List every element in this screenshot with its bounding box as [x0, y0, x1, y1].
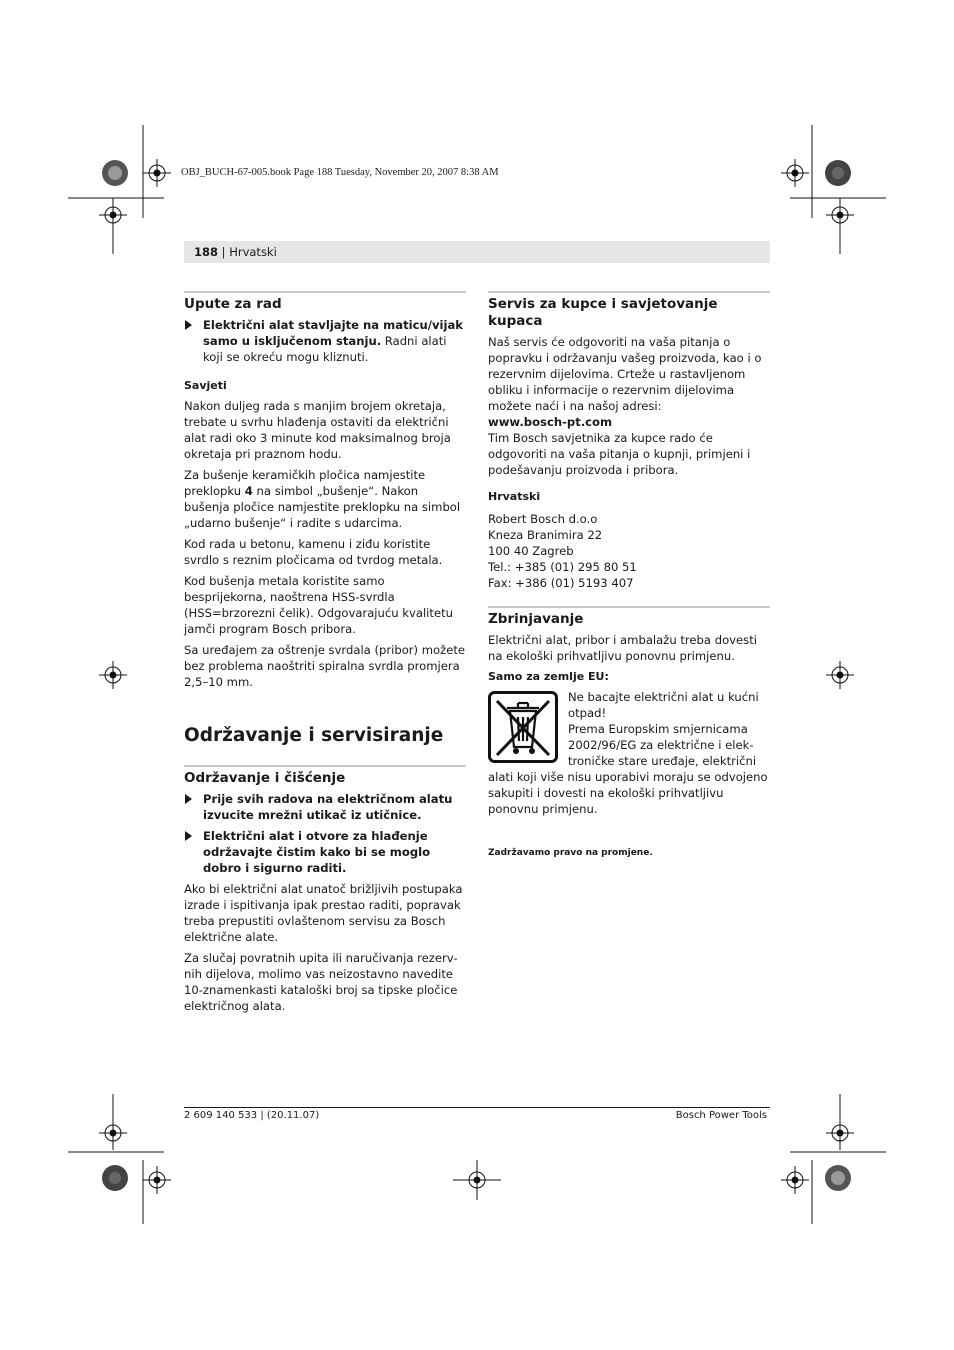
heading-odrzavanje-i-ciscenje: Održavanje i čišćenje: [184, 770, 346, 786]
list-item: Električni alat i otvore za hlađenje održavajte čistim kako bi se moglo dobro i sigurno raditi.: [184, 828, 466, 876]
list-item: Prije svih radova na električnom alatu izvucite mrežni utikač iz utičnice.: [184, 791, 466, 823]
section-rule: [184, 291, 466, 293]
crossed-out-wheelie-bin-icon: [488, 691, 558, 763]
registration-mark-icon: [143, 159, 171, 187]
paragraph: Električni alat, pribor i ambalažu treba dovesti na ekološki prihvatljivu ponovnu primjenu.: [488, 633, 757, 663]
paragraph: Kod bušenja metala koristite samo besprijekorna, naoštrena HSS-svrdla (HSS=brzorezni čelik). Odgovarajuću kvalitetu jamči program Bosch pribora.: [184, 574, 453, 636]
right-column: [488, 291, 770, 861]
section-rule: [488, 606, 770, 608]
list-item: Električni alat stavljajte na maticu/vijak samo u isključenom stanju. Radni alati koji se okreću mogu kliznuti.: [184, 317, 466, 365]
registration-mark-icon: [781, 1166, 809, 1194]
registration-mark-icon: [453, 1160, 501, 1200]
triangle-bullet-icon: [185, 794, 192, 804]
registration-mark-icon: [826, 661, 854, 689]
website-url: www.bosch-pt.com: [488, 415, 613, 429]
footer-rule: [184, 1107, 770, 1108]
footer-doc-number: 2 609 140 533 | (20.11.07): [184, 1110, 320, 1121]
page-number: 188: [194, 245, 219, 259]
triangle-bullet-icon: [185, 831, 192, 841]
running-header: [184, 241, 770, 263]
paragraph: Ne bacajte električni alat u kućni otpad! Prema Europskim smjernicama 2002/96/EG za električne i elek-troničke stare uređaje, električni alati koji više nisu uporabivi moraju se odvojeno sakupiti i dovesti na ekološki prihvatljivu ponovnu primjenu.: [488, 690, 768, 816]
heading-hrvatski: Hrvatski: [488, 490, 541, 503]
paragraph: Za slučaj povratnih upita ili naručivanja rezerv-nih dijelova, molimo vas neizostavno navedite 10-znamenkasti kataloški broj sa tipske pločice električnog alata.: [184, 951, 458, 1013]
registration-mark-icon: [826, 1119, 854, 1147]
print-slug: OBJ_BUCH-67-005.book Page 188 Tuesday, November 20, 2007 8:38 AM: [181, 167, 499, 178]
paragraph: Za bušenje keramičkih pločica namjestite preklopku 4 na simbol „bušenje“. Nakon bušenja pločice namjestite preklopku na simbol „udarno bušenje“ i radite s udarcima.: [184, 468, 461, 530]
paragraph: Ako bi električni alat unatoč brižljivih postupaka izrade i ispitivanja ipak prestao raditi, popravak treba prepustiti ovlaštenom servisu za Bosch električne alate.: [184, 882, 463, 944]
heading-samo-za-zemlje-eu: Samo za zemlje EU:: [488, 670, 609, 683]
heading-savjeti: Savjeti: [184, 379, 227, 392]
registration-mark-icon: [826, 201, 854, 229]
triangle-bullet-icon: [185, 320, 192, 330]
header-separator: |: [218, 245, 230, 259]
registration-mark-icon: [99, 201, 127, 229]
registration-mark-icon: [143, 1166, 171, 1194]
paragraph: Naš servis će odgovoriti na vaša pitanja o popravku i održavanju vašeg proizvoda, kao i o rezervnim dijelovima. Crteže u rastavljenom obliku i informacije o rezervnim dijelovima možete naći i na našoj adresi: www.bosch-pt.com Tim Bosch savjetnika za kupce rado će odgovoriti na vaša pitanja o kupnji, primjeni i podešavanju proizvoda i pribora.: [488, 335, 762, 477]
heading-servis: Servis za kupce i savjetovanje kupaca: [488, 296, 718, 329]
heading-zbrinjavanje: Zbrinjavanje: [488, 611, 584, 627]
header-language: Hrvatski: [229, 245, 277, 259]
heading-upute-za-rad: Upute za rad: [184, 296, 282, 312]
eu-disposal-block: [488, 689, 770, 817]
address-block: Robert Bosch d.o.o Kneza Branimira 22 100 40 Zagreb Tel.: +385 (01) 295 80 51 Fax: +386 (01) 5193 407: [488, 512, 637, 590]
paragraph: Kod rada u betonu, kamenu i ziđu koristite svrdlo s reznim pločicama od tvrdog metala.: [184, 537, 443, 567]
registration-mark-icon: [781, 159, 809, 187]
section-rule: [184, 765, 466, 767]
registration-mark-icon: [99, 1119, 127, 1147]
section-rule: [488, 291, 770, 293]
section-title: Održavanje i servisiranje: [184, 725, 444, 746]
footer-brand: Bosch Power Tools: [675, 1110, 767, 1121]
paragraph: Nakon duljeg rada s manjim brojem okretaja, trebate u svrhu hlađenja ostaviti da električni alat radi oko 3 minute kod maksimalnog broja okretaja pri praznom hodu.: [184, 399, 451, 461]
left-column: [184, 291, 466, 1019]
registration-mark-icon: [99, 661, 127, 689]
paragraph: Sa uređajem za oštrenje svrdala (pribor) možete bez problema naoštriti spiralna svrdla promjera 2,5–10 mm.: [184, 643, 466, 689]
reserve-note: Zadržavamo pravo na promjene.: [488, 848, 653, 858]
